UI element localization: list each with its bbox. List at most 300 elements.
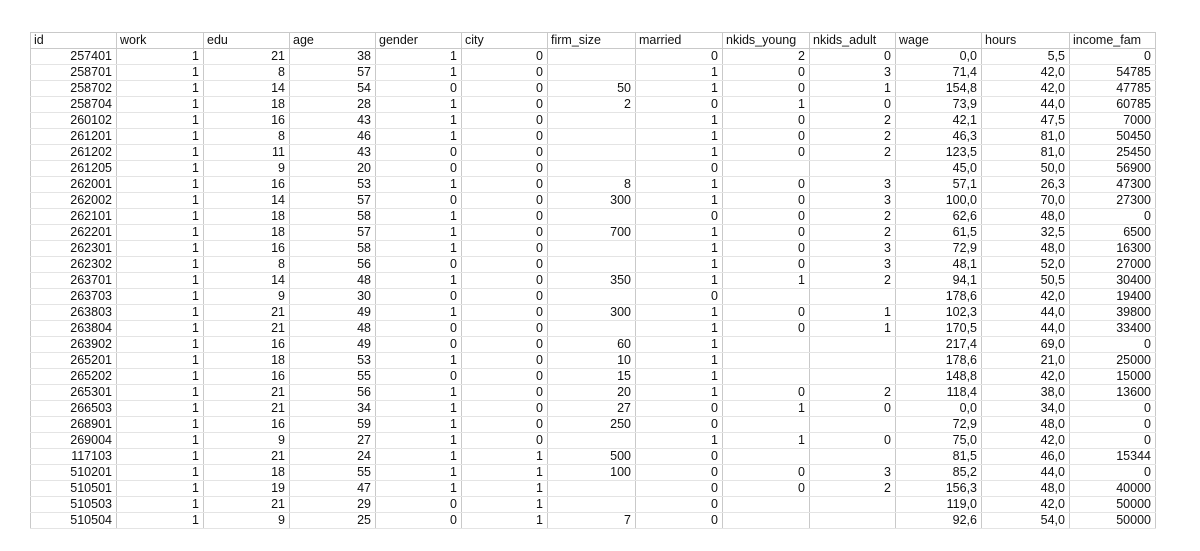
table-cell[interactable]: 170,5 <box>896 321 982 337</box>
table-cell[interactable] <box>723 289 810 305</box>
table-cell[interactable]: 0 <box>723 305 810 321</box>
table-cell[interactable]: 258701 <box>31 65 117 81</box>
table-cell[interactable]: 1 <box>117 481 204 497</box>
table-cell[interactable]: 0 <box>723 177 810 193</box>
table-cell[interactable]: 0 <box>723 145 810 161</box>
table-cell[interactable]: 50000 <box>1070 497 1156 513</box>
table-cell[interactable]: 33400 <box>1070 321 1156 337</box>
table-cell[interactable]: 0 <box>376 321 462 337</box>
table-cell[interactable]: 0 <box>636 209 723 225</box>
table-cell[interactable]: 21 <box>204 321 290 337</box>
table-cell[interactable]: 265301 <box>31 385 117 401</box>
table-cell[interactable]: 47300 <box>1070 177 1156 193</box>
table-cell[interactable]: 9 <box>204 513 290 529</box>
table-cell[interactable]: 1 <box>636 129 723 145</box>
table-cell[interactable]: 73,9 <box>896 97 982 113</box>
table-cell[interactable]: 0 <box>462 161 548 177</box>
table-cell[interactable]: 0 <box>723 481 810 497</box>
column-header-id[interactable]: id <box>31 33 117 49</box>
table-cell[interactable]: 1 <box>117 209 204 225</box>
table-cell[interactable]: 1 <box>117 129 204 145</box>
table-cell[interactable]: 47785 <box>1070 81 1156 97</box>
table-cell[interactable]: 0 <box>636 481 723 497</box>
table-cell[interactable]: 1 <box>376 273 462 289</box>
table-cell[interactable]: 0 <box>723 321 810 337</box>
column-header-wage[interactable]: wage <box>896 33 982 49</box>
table-cell[interactable]: 700 <box>548 225 636 241</box>
table-cell[interactable]: 1 <box>117 113 204 129</box>
table-cell[interactable]: 25450 <box>1070 145 1156 161</box>
table-cell[interactable]: 60785 <box>1070 97 1156 113</box>
table-cell[interactable]: 59 <box>290 417 376 433</box>
table-cell[interactable]: 1 <box>117 193 204 209</box>
table-cell[interactable]: 2 <box>810 385 896 401</box>
table-cell[interactable]: 0 <box>462 193 548 209</box>
table-cell[interactable]: 21 <box>204 497 290 513</box>
table-cell[interactable]: 0 <box>810 401 896 417</box>
table-cell[interactable]: 57 <box>290 225 376 241</box>
table-cell[interactable]: 44,0 <box>982 305 1070 321</box>
table-cell[interactable]: 1 <box>117 257 204 273</box>
table-cell[interactable]: 0 <box>636 513 723 529</box>
table-cell[interactable]: 0 <box>462 65 548 81</box>
table-cell[interactable]: 71,4 <box>896 65 982 81</box>
table-cell[interactable]: 0 <box>376 257 462 273</box>
table-cell[interactable]: 1 <box>117 81 204 97</box>
table-cell[interactable]: 265201 <box>31 353 117 369</box>
table-cell[interactable]: 43 <box>290 145 376 161</box>
table-cell[interactable]: 53 <box>290 353 376 369</box>
table-cell[interactable]: 54785 <box>1070 65 1156 81</box>
column-header-age[interactable]: age <box>290 33 376 49</box>
table-cell[interactable] <box>548 433 636 449</box>
table-cell[interactable]: 16300 <box>1070 241 1156 257</box>
table-cell[interactable]: 25000 <box>1070 353 1156 369</box>
table-cell[interactable]: 3 <box>810 257 896 273</box>
table-cell[interactable]: 15000 <box>1070 369 1156 385</box>
table-cell[interactable]: 0 <box>376 81 462 97</box>
table-cell[interactable]: 510201 <box>31 465 117 481</box>
table-cell[interactable]: 2 <box>723 49 810 65</box>
table-cell[interactable]: 28 <box>290 97 376 113</box>
table-cell[interactable]: 1 <box>117 49 204 65</box>
table-cell[interactable] <box>723 353 810 369</box>
table-cell[interactable]: 1 <box>810 305 896 321</box>
table-cell[interactable]: 27 <box>290 433 376 449</box>
column-header-work[interactable]: work <box>117 33 204 49</box>
table-cell[interactable]: 0 <box>636 401 723 417</box>
table-cell[interactable]: 1 <box>636 369 723 385</box>
table-cell[interactable] <box>723 513 810 529</box>
table-cell[interactable]: 258702 <box>31 81 117 97</box>
table-cell[interactable]: 62,6 <box>896 209 982 225</box>
table-cell[interactable]: 0 <box>376 289 462 305</box>
table-cell[interactable]: 1 <box>376 449 462 465</box>
table-cell[interactable]: 75,0 <box>896 433 982 449</box>
table-cell[interactable]: 262001 <box>31 177 117 193</box>
table-cell[interactable]: 268901 <box>31 417 117 433</box>
table-cell[interactable]: 0 <box>636 417 723 433</box>
table-cell[interactable] <box>548 145 636 161</box>
table-cell[interactable]: 27 <box>548 401 636 417</box>
table-cell[interactable]: 48,0 <box>982 209 1070 225</box>
table-cell[interactable] <box>548 49 636 65</box>
table-cell[interactable]: 3 <box>810 241 896 257</box>
table-cell[interactable]: 1 <box>810 81 896 97</box>
table-cell[interactable]: 250 <box>548 417 636 433</box>
table-cell[interactable]: 50450 <box>1070 129 1156 145</box>
table-cell[interactable]: 263701 <box>31 273 117 289</box>
table-cell[interactable]: 0 <box>723 241 810 257</box>
table-cell[interactable]: 48,0 <box>982 481 1070 497</box>
table-cell[interactable]: 0 <box>462 369 548 385</box>
table-cell[interactable]: 47 <box>290 481 376 497</box>
table-cell[interactable]: 1 <box>117 385 204 401</box>
table-cell[interactable]: 81,5 <box>896 449 982 465</box>
table-cell[interactable]: 1 <box>636 193 723 209</box>
table-cell[interactable]: 1 <box>117 337 204 353</box>
table-cell[interactable]: 39800 <box>1070 305 1156 321</box>
table-cell[interactable]: 0 <box>462 81 548 97</box>
column-header-married[interactable]: married <box>636 33 723 49</box>
table-cell[interactable]: 0 <box>1070 337 1156 353</box>
table-cell[interactable]: 262101 <box>31 209 117 225</box>
table-cell[interactable]: 50 <box>548 81 636 97</box>
table-cell[interactable]: 0 <box>1070 465 1156 481</box>
table-cell[interactable]: 13600 <box>1070 385 1156 401</box>
table-cell[interactable]: 5,5 <box>982 49 1070 65</box>
table-cell[interactable]: 0 <box>636 49 723 65</box>
table-cell[interactable]: 9 <box>204 289 290 305</box>
table-cell[interactable] <box>548 321 636 337</box>
table-cell[interactable]: 27300 <box>1070 193 1156 209</box>
table-cell[interactable]: 261202 <box>31 145 117 161</box>
table-cell[interactable]: 1 <box>462 481 548 497</box>
table-cell[interactable] <box>723 497 810 513</box>
table-cell[interactable]: 1 <box>376 97 462 113</box>
table-cell[interactable] <box>548 481 636 497</box>
table-cell[interactable]: 1 <box>636 257 723 273</box>
table-cell[interactable]: 30400 <box>1070 273 1156 289</box>
table-cell[interactable]: 0 <box>462 417 548 433</box>
table-cell[interactable]: 1 <box>376 177 462 193</box>
table-cell[interactable]: 2 <box>810 273 896 289</box>
table-cell[interactable]: 38,0 <box>982 385 1070 401</box>
table-cell[interactable]: 21 <box>204 305 290 321</box>
table-cell[interactable]: 38 <box>290 49 376 65</box>
table-cell[interactable]: 40000 <box>1070 481 1156 497</box>
table-cell[interactable]: 46,3 <box>896 129 982 145</box>
table-cell[interactable]: 1 <box>117 449 204 465</box>
table-cell[interactable]: 300 <box>548 193 636 209</box>
table-cell[interactable]: 25 <box>290 513 376 529</box>
table-cell[interactable]: 94,1 <box>896 273 982 289</box>
table-cell[interactable]: 44,0 <box>982 465 1070 481</box>
table-cell[interactable]: 92,6 <box>896 513 982 529</box>
table-cell[interactable]: 0 <box>636 497 723 513</box>
table-cell[interactable]: 262002 <box>31 193 117 209</box>
table-cell[interactable]: 1 <box>117 417 204 433</box>
table-cell[interactable]: 21 <box>204 385 290 401</box>
table-cell[interactable]: 1 <box>117 321 204 337</box>
table-cell[interactable]: 0 <box>376 193 462 209</box>
table-cell[interactable]: 1 <box>376 65 462 81</box>
table-cell[interactable]: 1 <box>117 513 204 529</box>
table-cell[interactable]: 48,0 <box>982 241 1070 257</box>
table-cell[interactable]: 1 <box>376 241 462 257</box>
table-cell[interactable]: 1 <box>462 465 548 481</box>
table-cell[interactable]: 3 <box>810 193 896 209</box>
table-cell[interactable] <box>723 417 810 433</box>
table-cell[interactable]: 8 <box>204 129 290 145</box>
table-cell[interactable]: 100,0 <box>896 193 982 209</box>
table-cell[interactable]: 1 <box>117 497 204 513</box>
table-cell[interactable]: 0 <box>462 305 548 321</box>
table-cell[interactable]: 1 <box>636 305 723 321</box>
table-cell[interactable]: 266503 <box>31 401 117 417</box>
table-cell[interactable]: 42,0 <box>982 369 1070 385</box>
table-cell[interactable]: 0 <box>462 225 548 241</box>
column-header-income-fam[interactable]: income_fam <box>1070 33 1156 49</box>
column-header-firm-size[interactable]: firm_size <box>548 33 636 49</box>
table-cell[interactable]: 18 <box>204 97 290 113</box>
table-cell[interactable]: 46,0 <box>982 449 1070 465</box>
table-cell[interactable]: 0 <box>462 289 548 305</box>
table-cell[interactable]: 42,0 <box>982 497 1070 513</box>
table-cell[interactable]: 0 <box>462 97 548 113</box>
table-cell[interactable]: 16 <box>204 177 290 193</box>
table-cell[interactable] <box>810 513 896 529</box>
table-cell[interactable]: 0 <box>1070 49 1156 65</box>
table-cell[interactable]: 300 <box>548 305 636 321</box>
table-cell[interactable] <box>810 449 896 465</box>
table-cell[interactable]: 16 <box>204 113 290 129</box>
table-cell[interactable]: 16 <box>204 241 290 257</box>
table-cell[interactable]: 18 <box>204 353 290 369</box>
table-cell[interactable]: 0 <box>462 257 548 273</box>
table-cell[interactable]: 57,1 <box>896 177 982 193</box>
table-cell[interactable]: 21 <box>204 449 290 465</box>
table-cell[interactable]: 0 <box>462 145 548 161</box>
table-cell[interactable]: 1 <box>376 401 462 417</box>
table-cell[interactable]: 19400 <box>1070 289 1156 305</box>
table-cell[interactable]: 0 <box>723 225 810 241</box>
table-cell[interactable]: 1 <box>376 129 462 145</box>
table-cell[interactable]: 1 <box>117 289 204 305</box>
table-cell[interactable] <box>810 369 896 385</box>
column-header-city[interactable]: city <box>462 33 548 49</box>
table-cell[interactable] <box>548 289 636 305</box>
table-cell[interactable]: 1 <box>117 273 204 289</box>
table-cell[interactable]: 0 <box>462 113 548 129</box>
table-cell[interactable]: 21 <box>204 49 290 65</box>
table-cell[interactable]: 11 <box>204 145 290 161</box>
table-cell[interactable]: 0 <box>723 257 810 273</box>
table-cell[interactable]: 60 <box>548 337 636 353</box>
table-cell[interactable]: 16 <box>204 369 290 385</box>
table-cell[interactable]: 0 <box>462 49 548 65</box>
table-cell[interactable]: 1 <box>636 65 723 81</box>
table-cell[interactable] <box>548 65 636 81</box>
table-cell[interactable]: 81,0 <box>982 129 1070 145</box>
table-cell[interactable]: 1 <box>117 353 204 369</box>
table-cell[interactable]: 1 <box>376 353 462 369</box>
table-cell[interactable] <box>548 209 636 225</box>
table-cell[interactable]: 72,9 <box>896 241 982 257</box>
table-cell[interactable] <box>810 337 896 353</box>
table-cell[interactable]: 2 <box>810 209 896 225</box>
table-cell[interactable]: 263703 <box>31 289 117 305</box>
table-cell[interactable]: 1 <box>117 305 204 321</box>
table-cell[interactable]: 154,8 <box>896 81 982 97</box>
table-cell[interactable]: 27000 <box>1070 257 1156 273</box>
table-cell[interactable]: 44,0 <box>982 321 1070 337</box>
table-cell[interactable]: 58 <box>290 241 376 257</box>
table-cell[interactable]: 156,3 <box>896 481 982 497</box>
table-cell[interactable] <box>548 497 636 513</box>
table-cell[interactable]: 55 <box>290 465 376 481</box>
table-cell[interactable]: 0 <box>723 209 810 225</box>
table-cell[interactable]: 500 <box>548 449 636 465</box>
table-cell[interactable]: 7000 <box>1070 113 1156 129</box>
table-cell[interactable]: 0 <box>723 129 810 145</box>
table-cell[interactable]: 261201 <box>31 129 117 145</box>
table-cell[interactable]: 18 <box>204 209 290 225</box>
table-cell[interactable] <box>810 497 896 513</box>
table-cell[interactable]: 57 <box>290 193 376 209</box>
table-cell[interactable]: 55 <box>290 369 376 385</box>
table-cell[interactable]: 24 <box>290 449 376 465</box>
table-cell[interactable] <box>548 257 636 273</box>
table-cell[interactable]: 1 <box>376 385 462 401</box>
table-cell[interactable]: 1 <box>117 433 204 449</box>
table-cell[interactable]: 1 <box>117 145 204 161</box>
table-cell[interactable]: 1 <box>723 401 810 417</box>
table-cell[interactable]: 42,0 <box>982 65 1070 81</box>
table-cell[interactable] <box>548 161 636 177</box>
table-cell[interactable]: 1 <box>636 81 723 97</box>
table-cell[interactable]: 18 <box>204 225 290 241</box>
table-cell[interactable]: 54 <box>290 81 376 97</box>
table-cell[interactable]: 0 <box>462 385 548 401</box>
table-cell[interactable]: 1 <box>636 225 723 241</box>
table-cell[interactable]: 117103 <box>31 449 117 465</box>
table-cell[interactable]: 29 <box>290 497 376 513</box>
table-cell[interactable]: 54,0 <box>982 513 1070 529</box>
table-cell[interactable]: 148,8 <box>896 369 982 385</box>
column-header-nkids-young[interactable]: nkids_young <box>723 33 810 49</box>
table-cell[interactable]: 53 <box>290 177 376 193</box>
table-cell[interactable]: 15344 <box>1070 449 1156 465</box>
column-header-edu[interactable]: edu <box>204 33 290 49</box>
table-cell[interactable]: 1 <box>636 321 723 337</box>
table-cell[interactable]: 8 <box>204 257 290 273</box>
table-cell[interactable]: 178,6 <box>896 289 982 305</box>
table-cell[interactable]: 0 <box>462 273 548 289</box>
table-cell[interactable]: 70,0 <box>982 193 1070 209</box>
table-cell[interactable]: 3 <box>810 177 896 193</box>
table-cell[interactable]: 0 <box>376 161 462 177</box>
table-cell[interactable]: 0 <box>1070 401 1156 417</box>
table-cell[interactable]: 48,0 <box>982 417 1070 433</box>
table-cell[interactable]: 1 <box>376 305 462 321</box>
table-cell[interactable]: 261205 <box>31 161 117 177</box>
table-cell[interactable]: 48 <box>290 273 376 289</box>
table-cell[interactable]: 0 <box>462 401 548 417</box>
table-cell[interactable]: 1 <box>636 433 723 449</box>
table-cell[interactable]: 0 <box>723 193 810 209</box>
table-cell[interactable]: 43 <box>290 113 376 129</box>
table-cell[interactable]: 0 <box>636 289 723 305</box>
table-cell[interactable]: 1 <box>723 97 810 113</box>
table-cell[interactable]: 0 <box>723 113 810 129</box>
table-cell[interactable] <box>810 161 896 177</box>
table-cell[interactable]: 69,0 <box>982 337 1070 353</box>
table-cell[interactable]: 56 <box>290 385 376 401</box>
table-cell[interactable]: 0 <box>462 177 548 193</box>
table-cell[interactable] <box>723 449 810 465</box>
table-cell[interactable]: 14 <box>204 273 290 289</box>
table-cell[interactable]: 42,0 <box>982 289 1070 305</box>
table-cell[interactable] <box>810 289 896 305</box>
table-cell[interactable]: 34 <box>290 401 376 417</box>
table-cell[interactable]: 510504 <box>31 513 117 529</box>
table-cell[interactable]: 258704 <box>31 97 117 113</box>
table-cell[interactable]: 6500 <box>1070 225 1156 241</box>
table-cell[interactable]: 1 <box>376 49 462 65</box>
table-cell[interactable]: 0 <box>723 65 810 81</box>
table-cell[interactable]: 81,0 <box>982 145 1070 161</box>
table-cell[interactable]: 49 <box>290 337 376 353</box>
table-cell[interactable]: 0 <box>462 241 548 257</box>
table-cell[interactable]: 42,0 <box>982 433 1070 449</box>
table-cell[interactable]: 1 <box>376 113 462 129</box>
table-cell[interactable] <box>723 369 810 385</box>
table-cell[interactable]: 3 <box>810 65 896 81</box>
table-cell[interactable]: 1 <box>636 241 723 257</box>
table-cell[interactable]: 1 <box>376 481 462 497</box>
table-cell[interactable]: 19 <box>204 481 290 497</box>
table-cell[interactable]: 2 <box>810 225 896 241</box>
table-cell[interactable]: 2 <box>810 113 896 129</box>
table-cell[interactable]: 118,4 <box>896 385 982 401</box>
table-cell[interactable]: 8 <box>204 65 290 81</box>
table-cell[interactable]: 265202 <box>31 369 117 385</box>
table-cell[interactable]: 20 <box>290 161 376 177</box>
table-cell[interactable]: 21 <box>204 401 290 417</box>
table-cell[interactable]: 45,0 <box>896 161 982 177</box>
table-cell[interactable]: 0 <box>462 321 548 337</box>
table-cell[interactable]: 350 <box>548 273 636 289</box>
table-cell[interactable]: 1 <box>117 241 204 257</box>
table-cell[interactable]: 1 <box>636 273 723 289</box>
table-cell[interactable]: 1 <box>376 209 462 225</box>
table-cell[interactable]: 0,0 <box>896 401 982 417</box>
table-cell[interactable]: 1 <box>723 273 810 289</box>
table-cell[interactable]: 262201 <box>31 225 117 241</box>
table-cell[interactable]: 1 <box>462 513 548 529</box>
table-cell[interactable]: 42,1 <box>896 113 982 129</box>
table-cell[interactable]: 2 <box>810 481 896 497</box>
table-cell[interactable]: 257401 <box>31 49 117 65</box>
table-cell[interactable]: 178,6 <box>896 353 982 369</box>
table-cell[interactable]: 1 <box>117 465 204 481</box>
table-cell[interactable]: 47,5 <box>982 113 1070 129</box>
table-cell[interactable]: 262301 <box>31 241 117 257</box>
table-cell[interactable]: 0 <box>376 497 462 513</box>
table-cell[interactable]: 0 <box>462 353 548 369</box>
table-cell[interactable]: 21,0 <box>982 353 1070 369</box>
